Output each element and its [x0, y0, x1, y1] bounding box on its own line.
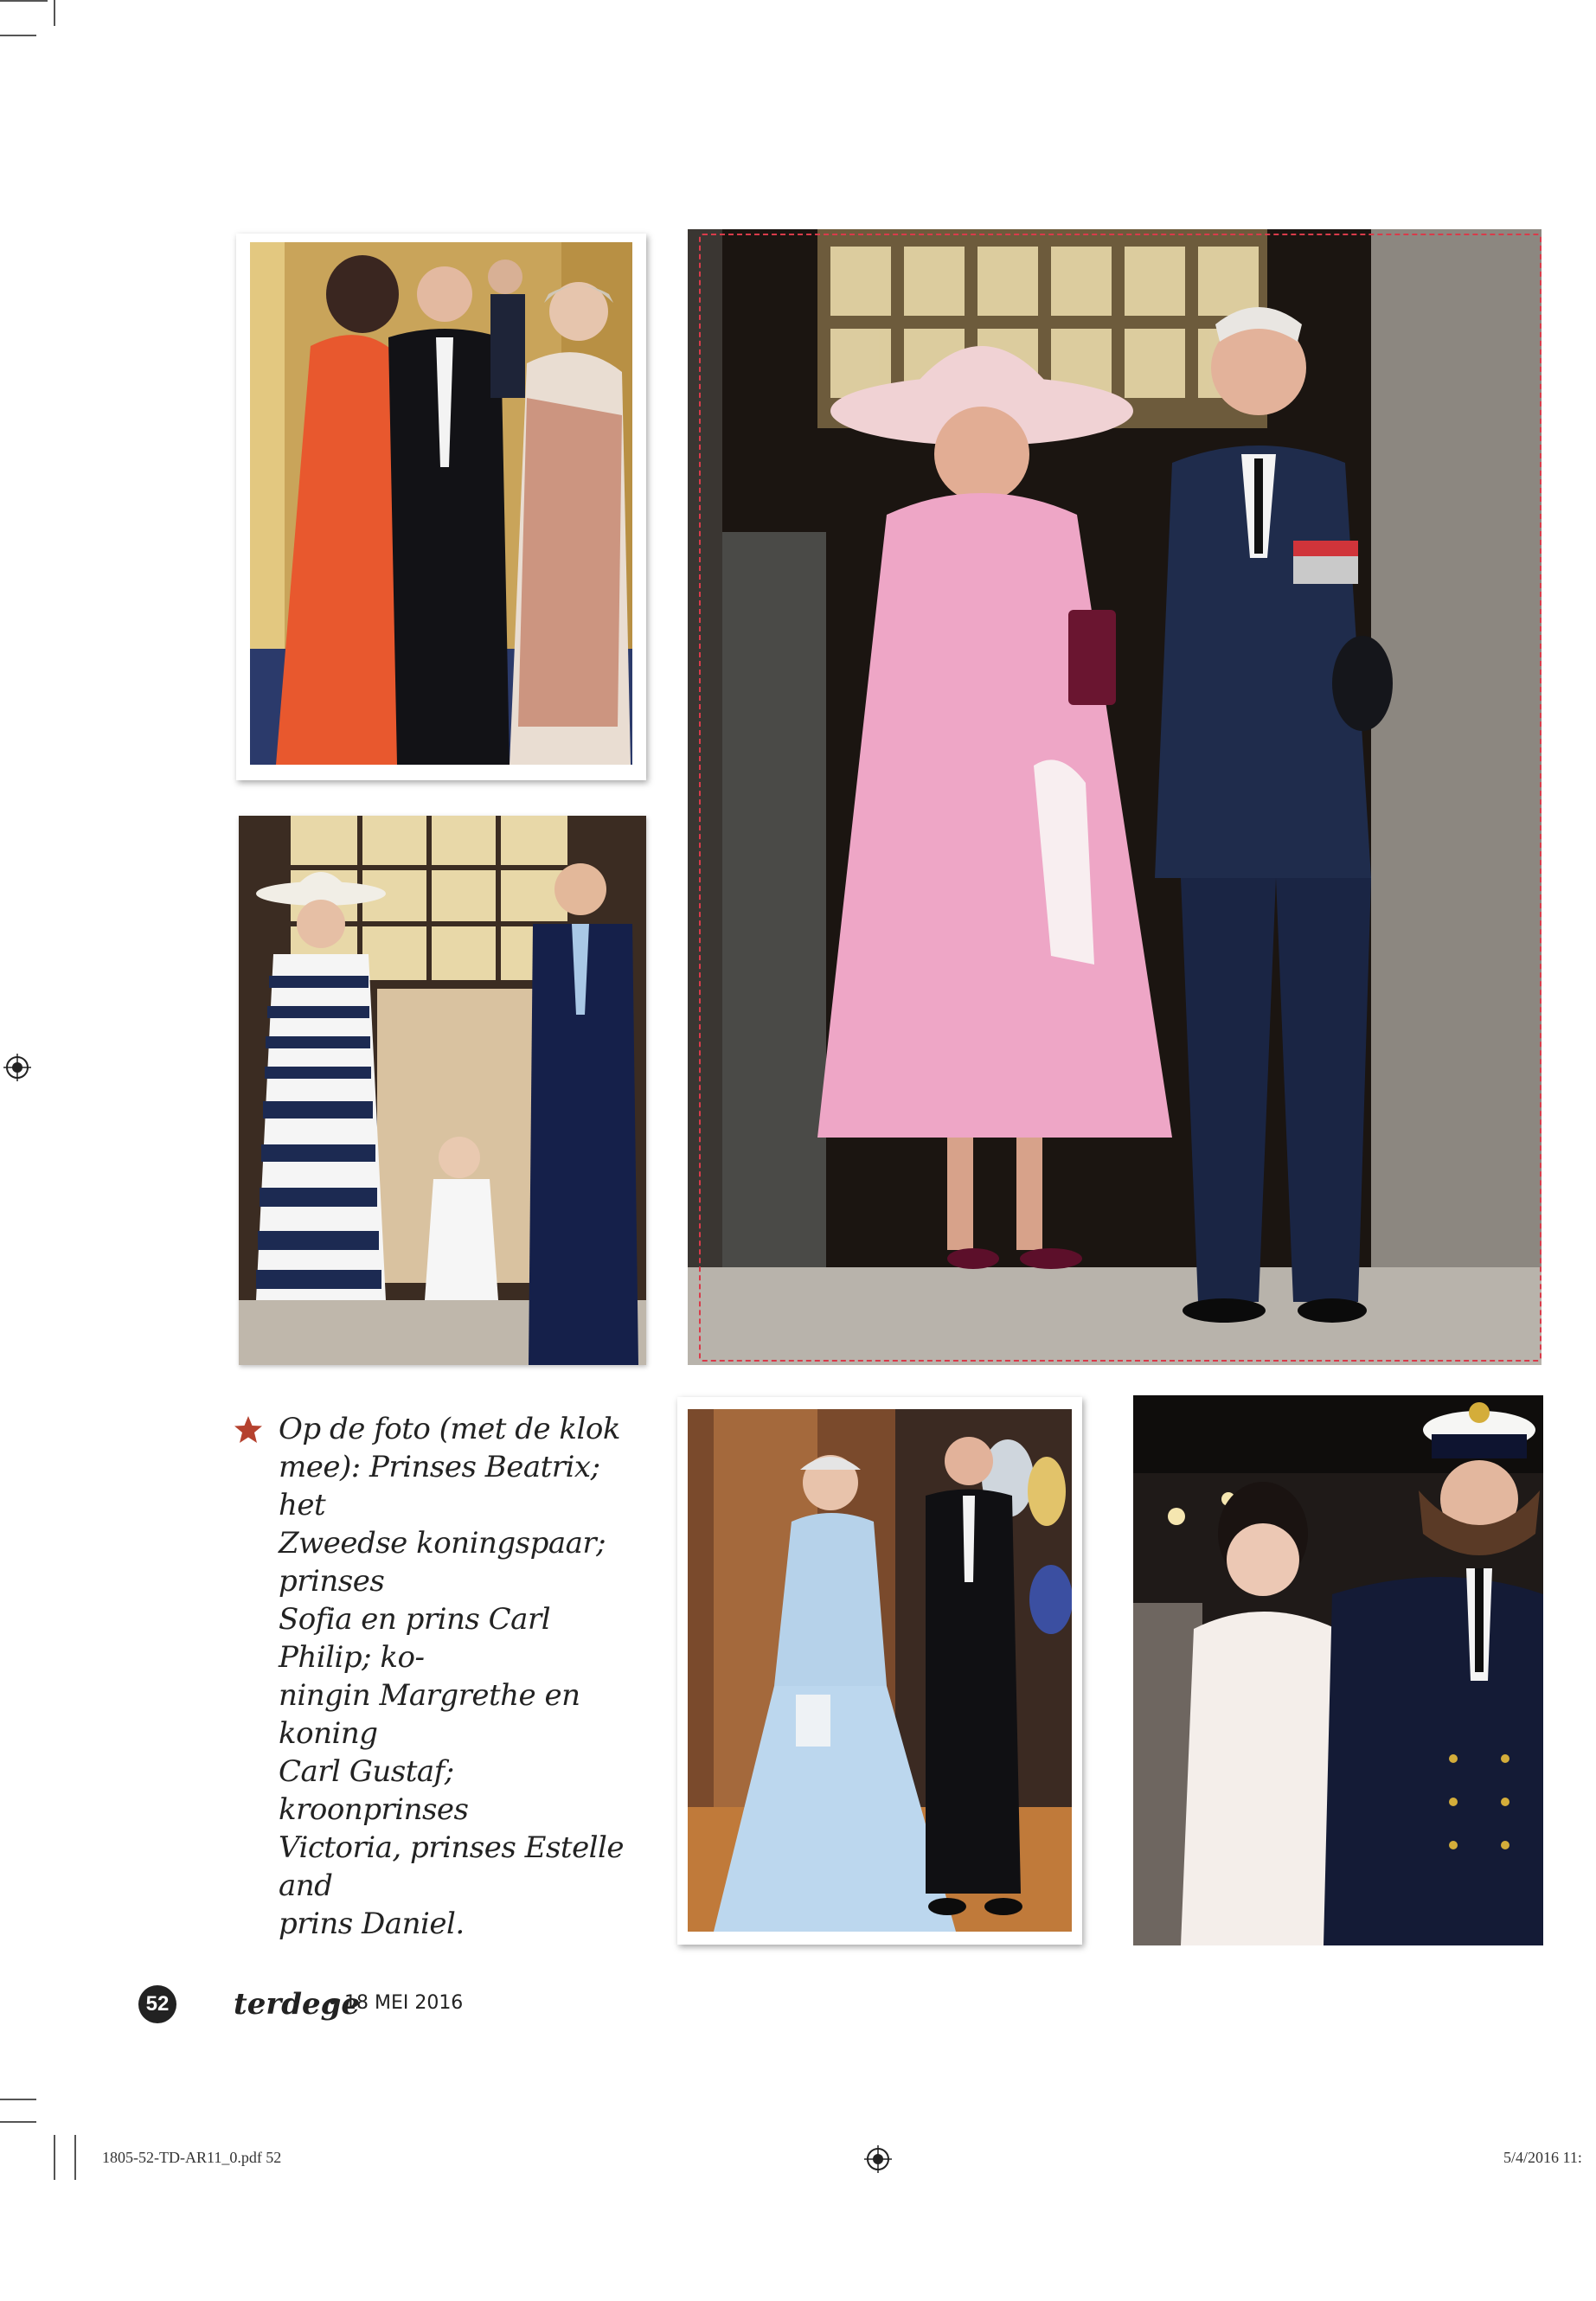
- photo-beatrix-greeting: [250, 242, 632, 765]
- photo-frame-dashed: [699, 234, 1542, 1362]
- crop-mark: [0, 35, 36, 36]
- photo-victoria-estelle-daniel: [239, 816, 646, 1365]
- caption-line: Zweedse koningspaar; prinses: [279, 1526, 606, 1599]
- crop-mark: [54, 2135, 55, 2180]
- caption-line: Carl Gustaf; kroonprinses: [279, 1754, 469, 1827]
- photo-frame-beatrix: [236, 234, 646, 780]
- crop-mark: [0, 2099, 36, 2100]
- caption-line: prins Daniel.: [279, 1907, 465, 1941]
- photo-margrethe-carl-gustaf: [688, 1409, 1072, 1932]
- magazine-logo: terdege: [234, 1987, 361, 2022]
- caption-line: Victoria, prinses Estelle and: [279, 1830, 625, 1903]
- caption-line: ningin Margrethe en koning: [279, 1678, 580, 1751]
- photo-sofia-carl-philip: [1133, 1395, 1543, 1945]
- crop-mark: [0, 2121, 36, 2123]
- photo-frame-margrethe: [677, 1397, 1082, 1945]
- caption-line: Op de foto (met de klok: [279, 1412, 620, 1446]
- registration-mark-icon: [3, 1054, 31, 1081]
- issue-date: • 18 MEI 2016: [327, 1992, 464, 2014]
- crop-mark: [54, 0, 55, 26]
- page-number-badge: 52: [138, 1985, 176, 2023]
- photo-caption: [279, 1410, 651, 1943]
- caption-line: Sofia en prins Carl Philip; ko-: [279, 1602, 551, 1675]
- star-icon: [234, 1415, 263, 1445]
- caption-line: mee): Prinses Beatrix; het: [279, 1450, 600, 1522]
- registration-mark-icon: [864, 2145, 892, 2173]
- crop-mark: [74, 2135, 76, 2180]
- print-slug-file: 1805-52-TD-AR11_0.pdf 52: [102, 2149, 282, 2166]
- print-slug-date: 5/4/2016 11:: [1503, 2149, 1582, 2166]
- crop-mark: [0, 0, 48, 2]
